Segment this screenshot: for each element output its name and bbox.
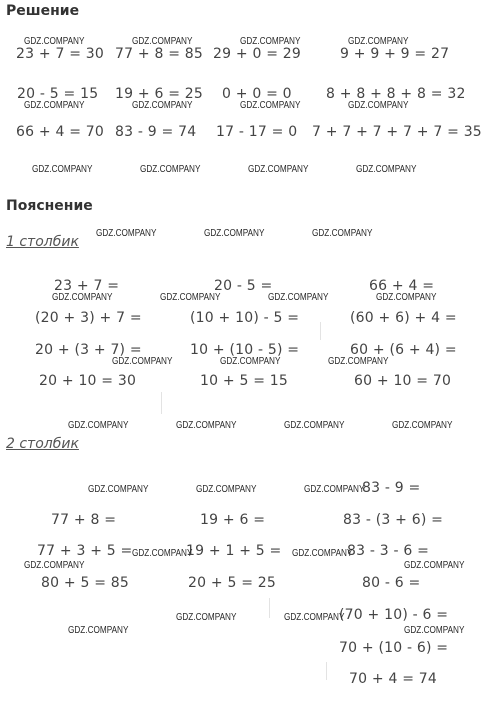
watermark-stamp: GDZ.COMPANY xyxy=(304,484,365,495)
explanation-eq: 23 + 7 = xyxy=(54,278,120,294)
watermark-stamp: GDZ.COMPANY xyxy=(348,100,409,111)
explanation-eq: 83 - 9 = xyxy=(362,480,421,496)
watermark-stamp: GDZ.COMPANY xyxy=(284,612,345,623)
watermark-stamp: GDZ.COMPANY xyxy=(328,356,389,367)
watermark-stamp: GDZ.COMPANY xyxy=(404,560,465,571)
solution-heading: Решение xyxy=(6,3,80,19)
explanation-eq: 70 + 4 = 74 xyxy=(349,671,437,687)
explanation-eq: 80 + 5 = 85 xyxy=(41,575,129,591)
watermark-stamp: GDZ.COMPANY xyxy=(240,36,301,47)
watermark-stamp: GDZ.COMPANY xyxy=(68,420,129,431)
solution-eq: 66 + 4 = 70 xyxy=(16,124,104,140)
watermark-stamp: GDZ.COMPANY xyxy=(356,164,417,175)
watermark-stamp: GDZ.COMPANY xyxy=(268,292,329,303)
solution-eq: 29 + 0 = 29 xyxy=(213,46,301,62)
watermark-stamp: GDZ.COMPANY xyxy=(204,228,265,239)
watermark-stamp: GDZ.COMPANY xyxy=(248,164,309,175)
explanation-eq: 10 + 5 = 15 xyxy=(200,373,288,389)
watermark-stamp: GDZ.COMPANY xyxy=(132,100,193,111)
watermark-stamp: GDZ.COMPANY xyxy=(376,292,437,303)
watermark-stamp: GDZ.COMPANY xyxy=(112,356,173,367)
explanation-eq: 10 + (10 - 5) = xyxy=(190,342,300,358)
watermark-stamp: GDZ.COMPANY xyxy=(176,420,237,431)
explanation-heading: Пояснение xyxy=(6,198,93,214)
explanation-eq: 19 + 1 + 5 = xyxy=(186,543,282,559)
solution-eq: 83 - 9 = 74 xyxy=(115,124,197,140)
divider-line xyxy=(161,392,162,414)
divider-line xyxy=(326,662,327,680)
solution-eq: 20 - 5 = 15 xyxy=(17,86,99,102)
explanation-eq: 60 + (6 + 4) = xyxy=(350,342,457,358)
explanation-eq: 66 + 4 = xyxy=(369,278,435,294)
explanation-eq: 19 + 6 = xyxy=(200,512,266,528)
explanation-eq: 20 + 5 = 25 xyxy=(188,575,276,591)
explanation-eq: 20 + (3 + 7) = xyxy=(35,342,142,358)
watermark-stamp: GDZ.COMPANY xyxy=(132,548,193,559)
explanation-eq: (10 + 10) - 5 = xyxy=(190,310,300,326)
watermark-stamp: GDZ.COMPANY xyxy=(220,356,281,367)
explanation-eq: 77 + 3 + 5 = xyxy=(37,543,133,559)
solution-eq: 77 + 8 = 85 xyxy=(115,46,203,62)
explanation-eq: 70 + (10 - 6) = xyxy=(339,640,449,656)
explanation-eq: (20 + 3) + 7 = xyxy=(35,310,142,326)
watermark-stamp: GDZ.COMPANY xyxy=(24,100,85,111)
watermark-stamp: GDZ.COMPANY xyxy=(24,36,85,47)
divider-line xyxy=(320,322,321,340)
watermark-stamp: GDZ.COMPANY xyxy=(404,625,465,636)
watermark-stamp: GDZ.COMPANY xyxy=(196,484,257,495)
divider-line xyxy=(269,598,270,618)
explanation-eq: 77 + 8 = xyxy=(51,512,117,528)
solution-eq: 23 + 7 = 30 xyxy=(16,46,104,62)
solution-eq: 7 + 7 + 7 + 7 + 7 = 35 xyxy=(312,124,482,140)
watermark-stamp: GDZ.COMPANY xyxy=(284,420,345,431)
watermark-stamp: GDZ.COMPANY xyxy=(140,164,201,175)
explanation-eq: 60 + 10 = 70 xyxy=(354,373,452,389)
solution-eq: 9 + 9 + 9 = 27 xyxy=(340,46,450,62)
watermark-stamp: GDZ.COMPANY xyxy=(96,228,157,239)
explanation-eq: (70 + 10) - 6 = xyxy=(339,607,449,623)
explanation-eq: 83 - (3 + 6) = xyxy=(343,512,444,528)
explanation-eq: 20 - 5 = xyxy=(214,278,273,294)
watermark-stamp: GDZ.COMPANY xyxy=(88,484,149,495)
explanation-eq: 80 - 6 = xyxy=(362,575,421,591)
watermark-stamp: GDZ.COMPANY xyxy=(312,228,373,239)
watermark-stamp: GDZ.COMPANY xyxy=(32,164,93,175)
watermark-stamp: GDZ.COMPANY xyxy=(160,292,221,303)
solution-eq: 19 + 6 = 25 xyxy=(115,86,203,102)
watermark-stamp: GDZ.COMPANY xyxy=(176,612,237,623)
watermark-stamp: GDZ.COMPANY xyxy=(392,420,453,431)
solution-eq: 17 - 17 = 0 xyxy=(216,124,298,140)
watermark-stamp: GDZ.COMPANY xyxy=(52,292,113,303)
column1-label: 1 столбик xyxy=(6,234,79,250)
solution-eq: 0 + 0 = 0 xyxy=(222,86,292,102)
explanation-eq: 83 - 3 - 6 = xyxy=(347,543,430,559)
solution-eq: 8 + 8 + 8 + 8 = 32 xyxy=(326,86,466,102)
explanation-eq: 20 + 10 = 30 xyxy=(39,373,137,389)
explanation-eq: (60 + 6) + 4 = xyxy=(350,310,457,326)
watermark-stamp: GDZ.COMPANY xyxy=(68,625,129,636)
watermark-stamp: GDZ.COMPANY xyxy=(24,560,85,571)
column2-label: 2 столбик xyxy=(6,436,79,452)
watermark-stamp: GDZ.COMPANY xyxy=(132,36,193,47)
watermark-stamp: GDZ.COMPANY xyxy=(292,548,353,559)
watermark-stamp: GDZ.COMPANY xyxy=(348,36,409,47)
watermark-stamp: GDZ.COMPANY xyxy=(240,100,301,111)
